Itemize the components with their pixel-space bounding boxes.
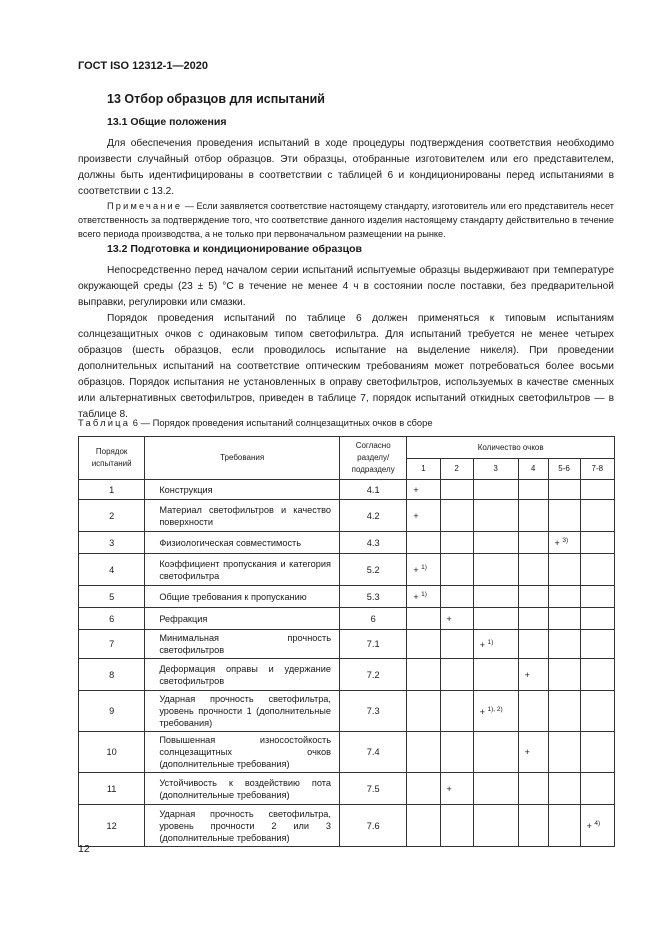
sample-cell — [548, 691, 580, 732]
plus-mark: + — [446, 613, 452, 624]
test-mark — [441, 614, 473, 624]
sample-cell — [440, 480, 473, 500]
test-order-table — [78, 436, 615, 847]
header-col-7-8: 7-8 — [580, 459, 614, 480]
sample-cell — [548, 608, 580, 630]
test-mark — [407, 591, 439, 602]
row-requirement: Повышенная износостойкость солнцезащитных очков (дополнительные требования) — [145, 732, 340, 773]
sample-cell — [473, 586, 518, 608]
row-number: 7 — [79, 630, 145, 659]
sample-cell — [518, 805, 548, 847]
plus-mark: + — [554, 538, 560, 548]
table-caption — [78, 417, 433, 428]
test-mark — [407, 485, 439, 495]
sample-cell — [473, 500, 518, 532]
header-samples: Количество очков — [407, 437, 615, 459]
row-section: 7.4 — [339, 732, 406, 773]
row-section: 5.3 — [339, 586, 406, 608]
table-row — [79, 659, 615, 691]
sample-cell — [407, 554, 440, 586]
test-mark — [549, 537, 580, 548]
sample-cell — [548, 554, 580, 586]
sample-cell — [440, 691, 473, 732]
row-number: 3 — [79, 532, 145, 554]
sample-cell — [473, 805, 518, 847]
sample-cell — [407, 586, 440, 608]
sample-cell — [473, 773, 518, 805]
sample-cell — [473, 554, 518, 586]
sample-cell — [518, 659, 548, 691]
header-section: Согласно разделу/ подразделу — [339, 437, 406, 480]
sample-cell — [407, 691, 440, 732]
note — [78, 199, 614, 241]
sample-cell — [407, 630, 440, 659]
row-requirement: Ударная прочность светофильтра, уровень прочности 2 или 3 (дополнительные требования) — [145, 805, 340, 847]
test-mark — [519, 747, 548, 757]
row-section: 5.2 — [339, 554, 406, 586]
sample-cell — [548, 732, 580, 773]
sample-cell — [548, 480, 580, 500]
table-row — [79, 732, 615, 773]
sample-cell — [473, 630, 518, 659]
sample-cell — [473, 659, 518, 691]
table-row — [79, 608, 615, 630]
test-mark — [581, 820, 614, 831]
plus-mark: + — [479, 639, 485, 650]
subsection-title-general: 13.1 Общие положения — [107, 116, 227, 128]
table-row — [79, 480, 615, 500]
header-requirements: Требования — [145, 437, 340, 480]
header-col-4: 4 — [518, 459, 548, 480]
row-section: 7.5 — [339, 773, 406, 805]
test-mark — [474, 639, 518, 650]
note-label: Примечание — [107, 201, 183, 211]
row-section: 4.2 — [339, 500, 406, 532]
row-requirement: Устойчивость к воздействию пота (дополнительные требования) — [145, 773, 340, 805]
paragraph-test-order: Порядок проведения испытаний по таблице 6 должен применяться к типовым испытаниям солнцезащитных очков с одинаковым типом светофильтра. Для испытаний требуется не менее четырех образцов (шесть образцов, если проводилось испытание на выделение никеля). При проведении дополнительных испытаний на соответствие оптическим требованиям может потребоваться более восьми образцов. Порядок испытания не установленных в оправу светофильтров, используемых в качестве сменных или альтернативных светофильтров, приведен в таблице 7, порядок испытаний откидных светофильтров — в таблице 8. — [78, 313, 614, 420]
sample-cell — [548, 805, 580, 847]
footnote-ref: 1) — [421, 591, 427, 598]
sample-cell — [518, 480, 548, 500]
table-caption-text: 6 — Порядок проведения испытаний солнцезащитных очков в сборе — [130, 417, 433, 428]
sample-cell — [407, 532, 440, 554]
header-order: Порядок испытаний — [79, 437, 145, 480]
sample-cell — [440, 608, 473, 630]
row-section: 7.2 — [339, 659, 406, 691]
sample-cell — [580, 659, 614, 691]
sample-cell — [473, 532, 518, 554]
row-section: 6 — [339, 608, 406, 630]
row-number: 9 — [79, 691, 145, 732]
sample-cell — [518, 608, 548, 630]
sample-cell — [580, 805, 614, 847]
row-number: 1 — [79, 480, 145, 500]
sample-cell — [407, 608, 440, 630]
sample-cell — [580, 630, 614, 659]
sample-cell — [440, 732, 473, 773]
paragraph-conditioning: Непосредственно перед началом серии испытаний испытуемые образцы выдерживают при температуре окружающей среды (23 ± 5) °C в течение не менее 4 ч в состоянии после поставки, без предварительной выправки, регулировки или смазки. — [78, 265, 614, 308]
row-requirement: Конструкция — [145, 480, 340, 500]
row-requirement: Деформация оправы и удержание светофильтров — [145, 659, 340, 691]
row-requirement: Материал светофильтров и качество поверхности — [145, 500, 340, 532]
sample-cell — [407, 805, 440, 847]
row-number: 5 — [79, 586, 145, 608]
plus-mark: + — [524, 669, 530, 680]
table-caption-label: Таблица — [78, 417, 131, 428]
sample-cell — [518, 500, 548, 532]
sample-cell — [548, 659, 580, 691]
row-number: 2 — [79, 500, 145, 532]
test-mark — [407, 511, 439, 521]
page-number: 12 — [78, 843, 90, 855]
sample-cell — [473, 608, 518, 630]
sample-cell — [518, 586, 548, 608]
plus-mark: + — [446, 783, 452, 794]
sample-cell — [407, 500, 440, 532]
test-mark — [474, 706, 518, 717]
row-number: 12 — [79, 805, 145, 847]
row-number: 11 — [79, 773, 145, 805]
subsection-title-preparation: 13.2 Подготовка и кондиционирование образцов — [107, 243, 362, 255]
table-row — [79, 773, 615, 805]
sample-cell — [580, 691, 614, 732]
sample-cell — [473, 691, 518, 732]
sample-cell — [548, 630, 580, 659]
sample-cell — [518, 554, 548, 586]
table-row — [79, 691, 615, 732]
row-section: 4.1 — [339, 480, 406, 500]
row-number: 8 — [79, 659, 145, 691]
plus-mark: + — [413, 565, 419, 575]
sample-cell — [440, 773, 473, 805]
sample-cell — [407, 732, 440, 773]
sample-cell — [440, 500, 473, 532]
plus-mark: + — [479, 706, 485, 717]
sample-cell — [580, 586, 614, 608]
sample-cell — [440, 630, 473, 659]
paragraph-general: Для обеспечения проведения испытаний в ходе процедуры подтверждения соответствия необходимо произвести случайный отбор образцов. Эти образцы, отобранные изготовителем или его представителем, должны быть идентифицированы в соответствии с таблицей 6 и кондиционированы перед испытаниями в соответствии с 13.2. — [78, 138, 614, 197]
sample-cell — [548, 586, 580, 608]
plus-mark: + — [413, 592, 419, 602]
sample-cell — [440, 554, 473, 586]
header-col-3: 3 — [473, 459, 518, 480]
sample-cell — [580, 480, 614, 500]
table-row — [79, 586, 615, 608]
header-col-1: 1 — [407, 459, 440, 480]
sample-cell — [548, 500, 580, 532]
row-requirement: Физиологическая совместимость — [145, 532, 340, 554]
plus-mark: + — [413, 484, 419, 495]
sample-cell — [473, 732, 518, 773]
table-row — [79, 805, 615, 847]
sample-cell — [440, 805, 473, 847]
sample-cell — [518, 532, 548, 554]
table-row — [79, 554, 615, 586]
sample-cell — [407, 659, 440, 691]
row-section: 7.3 — [339, 691, 406, 732]
sample-cell — [548, 532, 580, 554]
footnote-ref: 3) — [562, 537, 569, 544]
row-number: 10 — [79, 732, 145, 773]
sample-cell — [580, 608, 614, 630]
header-col-5-6: 5-6 — [548, 459, 580, 480]
table-row — [79, 500, 615, 532]
plus-mark: + — [413, 510, 419, 521]
row-requirement: Коэффициент пропускания и категория светофильтра — [145, 554, 340, 586]
row-requirement: Ударная прочность светофильтра, уровень прочности 1 (дополнительные требования) — [145, 691, 340, 732]
header-col-2: 2 — [440, 459, 473, 480]
sample-cell — [580, 554, 614, 586]
footnote-ref: 1) — [487, 638, 494, 646]
note-text: — Если заявляется соответствие настоящему стандарту, изготовитель или его представитель несет ответственность за подтверждение того, что соответствие данного изделия настоящему стандарту действительно в течение всего периода производства, а не только при первоначальном размещении на рынке. — [78, 201, 614, 239]
footnote-ref: 4) — [594, 820, 601, 827]
footnote-ref: 1), 2) — [487, 705, 503, 713]
sample-cell — [518, 630, 548, 659]
test-mark — [407, 564, 439, 575]
sample-cell — [548, 773, 580, 805]
test-mark — [519, 670, 548, 680]
section-title: 13 Отбор образцов для испытаний — [107, 92, 325, 106]
document-header: ГОСТ ISO 12312-1—2020 — [78, 60, 208, 72]
table-row — [79, 532, 615, 554]
plus-mark: + — [586, 821, 592, 831]
plus-mark: + — [524, 747, 530, 757]
footnote-ref: 1) — [421, 564, 427, 571]
row-section: 7.6 — [339, 805, 406, 847]
sample-cell — [518, 773, 548, 805]
sample-cell — [440, 532, 473, 554]
sample-cell — [407, 480, 440, 500]
sample-cell — [440, 659, 473, 691]
sample-cell — [580, 500, 614, 532]
row-section: 4.3 — [339, 532, 406, 554]
sample-cell — [580, 732, 614, 773]
sample-cell — [473, 480, 518, 500]
test-mark — [441, 784, 473, 794]
sample-cell — [518, 691, 548, 732]
row-requirement: Минимальная прочность светофильтров — [145, 630, 340, 659]
sample-cell — [407, 773, 440, 805]
row-requirement: Рефракция — [145, 608, 340, 630]
row-section: 7.1 — [339, 630, 406, 659]
sample-cell — [580, 773, 614, 805]
sample-cell — [518, 732, 548, 773]
row-requirement: Общие требования к пропусканию — [145, 586, 340, 608]
row-number: 4 — [79, 554, 145, 586]
row-number: 6 — [79, 608, 145, 630]
sample-cell — [440, 586, 473, 608]
sample-cell — [580, 532, 614, 554]
table-row — [79, 630, 615, 659]
